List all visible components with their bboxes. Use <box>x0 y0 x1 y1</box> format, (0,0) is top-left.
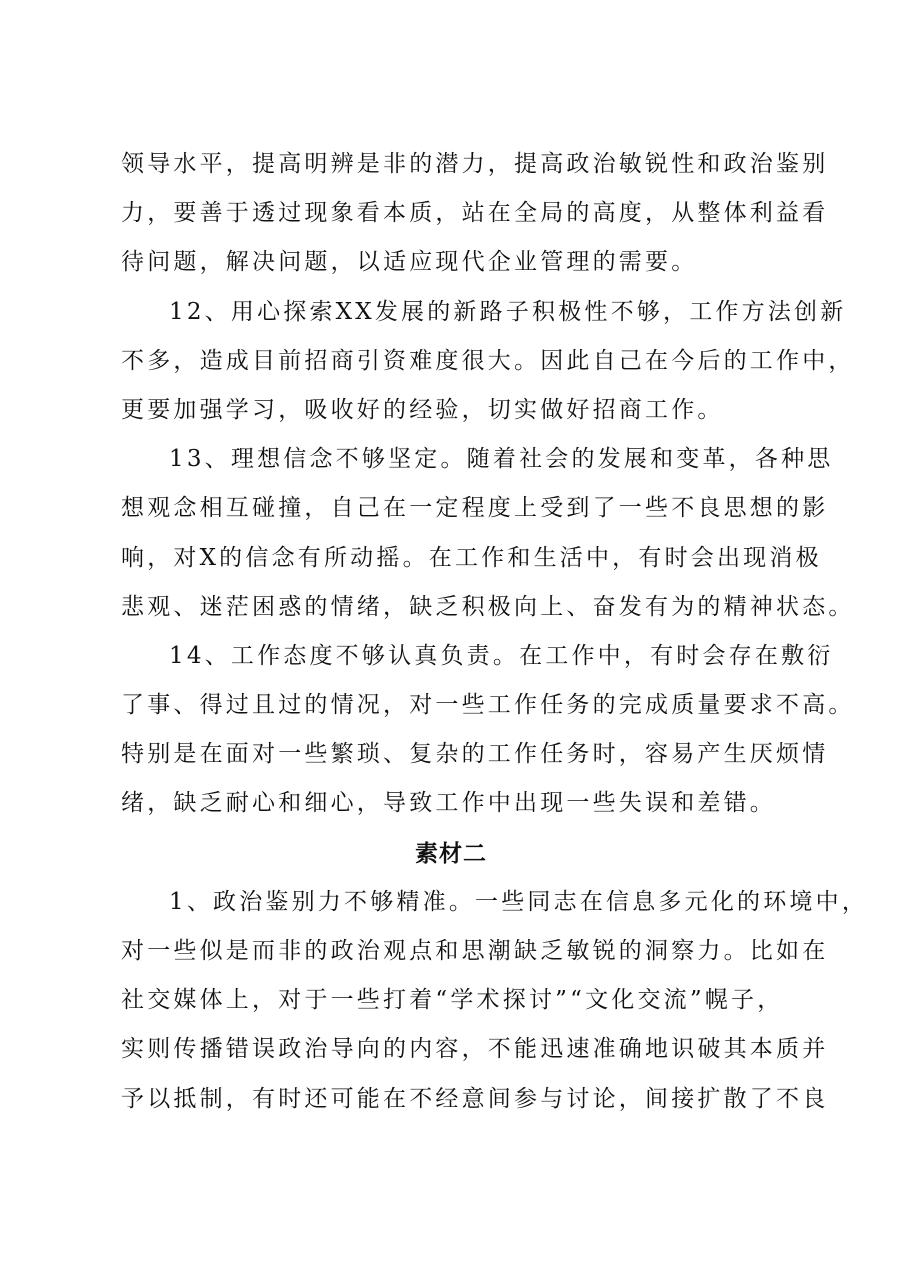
paragraph-line: 响，对X的信念有所动摇。在工作和生活中，有时会出现消极 <box>121 544 822 571</box>
paragraph-line: 社交媒体上，对于一些打着“学术探讨”“文化交流”幌子， <box>121 987 784 1014</box>
paragraph-line: 对一些似是而非的政治观点和思潮缺乏敏锐的洞察力。比如在 <box>121 938 829 964</box>
paragraph-line: 特别是在面对一些繁琐、复杂的工作任务时，容易产生厌烦情 <box>121 741 829 768</box>
paragraph-item-12 <box>121 288 855 436</box>
paragraph-line: 想观念相互碰撞，自己在一定程度上受到了一些不良思想的影 <box>121 495 829 522</box>
paragraph-line: 13、理想信念不够坚定。随着社会的发展和变革，各种思 <box>169 446 834 473</box>
paragraph-line: 实则传播错误政治导向的内容，不能迅速准确地识破其本质并 <box>121 1036 829 1063</box>
paragraph-line: 绪，缺乏耐心和细心，导致工作中出现一些失误和差错。 <box>121 790 776 817</box>
section-heading: 素材二 <box>415 839 487 867</box>
paragraph-line: 1、政治鉴别力不够精准。一些同志在信息多元化的环境中， <box>169 888 869 915</box>
paragraph-item-14 <box>121 632 855 829</box>
paragraph-item-13 <box>121 435 855 632</box>
paragraph-line: 予以抵制，有时还可能在不经意间参与讨论，间接扩散了不良 <box>121 1085 829 1112</box>
paragraph-line: 更要加强学习，吸收好的经验，切实做好招商工作。 <box>121 396 724 423</box>
paragraph-line: 不多，造成目前招商引资难度很大。因此自己在今后的工作中， <box>121 347 855 374</box>
paragraph-line: 14、工作态度不够认真负责。在工作中，有时会存在敷衍 <box>169 642 834 669</box>
paragraph-line: 待问题，解决问题，以适应现代企业管理的需要。 <box>121 249 698 276</box>
paragraph-line: 力，要善于透过现象看本质，站在全局的高度，从整体利益看 <box>121 200 829 227</box>
document-page <box>121 140 869 1124</box>
paragraph-line: 12、用心探索XX发展的新路子积极性不够，工作方法创新 <box>169 298 847 325</box>
paragraph-section2-item-1 <box>121 878 869 1124</box>
paragraph-line: 了事、得过且过的情况，对一些工作任务的完成质量要求不高。 <box>121 692 855 719</box>
paragraph-line: 领导水平，提高明辨是非的潜力，提高政治敏锐性和政治鉴别 <box>121 151 829 177</box>
paragraph-continuation <box>121 140 829 288</box>
paragraph-line: 悲观、迷茫困惑的情绪，缺乏积极向上、奋发有为的精神状态。 <box>121 593 855 620</box>
